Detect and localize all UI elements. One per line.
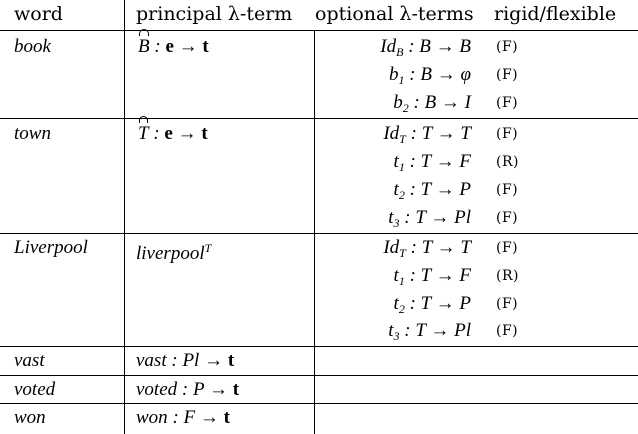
row-vast-word: vast	[14, 350, 45, 371]
row-town-flag-2: (R)	[496, 154, 519, 170]
column-divider-1	[124, 0, 125, 434]
row-book-optional-3: $b_2$ : B → I	[393, 92, 471, 115]
liverpool-bottom-rule	[0, 346, 638, 347]
row-town-flag-3: (F)	[496, 182, 519, 198]
e-symbol: e	[165, 36, 174, 57]
header-principal-term: principal λ-term	[136, 3, 293, 25]
header-optional-terms: optional λ-terms	[315, 3, 474, 25]
row-town-optional-3: $t_2$ : T → P	[393, 179, 471, 202]
row-liverpool-optional-2: $t_1$ : T → F	[393, 265, 471, 288]
row-liverpool-flag-2: (R)	[496, 268, 519, 284]
header-rigid-flexible: rigid/flexible	[494, 3, 617, 25]
row-liverpool-principal: liverpool$^T$	[136, 241, 212, 264]
column-divider-2	[314, 30, 315, 434]
header-word: word	[14, 3, 63, 25]
row-liverpool-optional-4: $t_3$ : T → Pl	[388, 320, 471, 343]
row-liverpool-word: Liverpool	[14, 237, 88, 258]
row-vast-principal: vast : Pl → t	[136, 350, 235, 371]
voted-bottom-rule	[0, 403, 638, 404]
town-bottom-rule	[0, 233, 638, 234]
row-liverpool-flag-1: (F)	[496, 240, 519, 256]
row-town-flag-1: (F)	[496, 126, 519, 142]
row-voted-principal: voted : P → t	[136, 379, 240, 400]
row-book-optional-2: $b_1$ : B → φ	[389, 64, 471, 87]
row-liverpool-flag-3: (F)	[496, 296, 519, 312]
row-town-principal: T : e → t	[138, 123, 208, 144]
row-book-flag-3: (F)	[496, 95, 519, 111]
arrow-symbol: →	[178, 36, 198, 57]
row-voted-word: voted	[14, 379, 56, 400]
row-won-word: won	[14, 407, 46, 428]
vast-bottom-rule	[0, 375, 638, 376]
row-won-principal: won : F → t	[136, 407, 230, 428]
row-liverpool-optional-3: $t_2$ : T → P	[393, 293, 471, 316]
row-liverpool-optional-1: $Id_T$ : T → T	[383, 237, 471, 260]
row-book-principal	[138, 35, 209, 59]
book-bottom-rule	[0, 118, 638, 119]
row-town-word: town	[14, 123, 51, 144]
row-town-optional-4: $t_3$ : T → Pl	[388, 207, 471, 230]
row-liverpool-flag-4: (F)	[496, 323, 519, 339]
row-book-word: book	[14, 36, 51, 57]
row-book-optional-1: $Id_B$ : B → B	[380, 36, 471, 59]
row-town-optional-2: $t_1$ : T → F	[393, 151, 471, 174]
row-book-flag-1: (F)	[496, 39, 519, 55]
row-town-flag-4: (F)	[496, 210, 519, 226]
row-town-optional-1: $Id_T$ : T → T	[383, 123, 471, 146]
colon-symbol: :	[154, 36, 161, 57]
hat-symbol: B	[138, 36, 150, 57]
t-symbol: t	[202, 36, 209, 57]
header-rule	[0, 30, 638, 31]
row-book-flag-2: (F)	[496, 67, 519, 83]
